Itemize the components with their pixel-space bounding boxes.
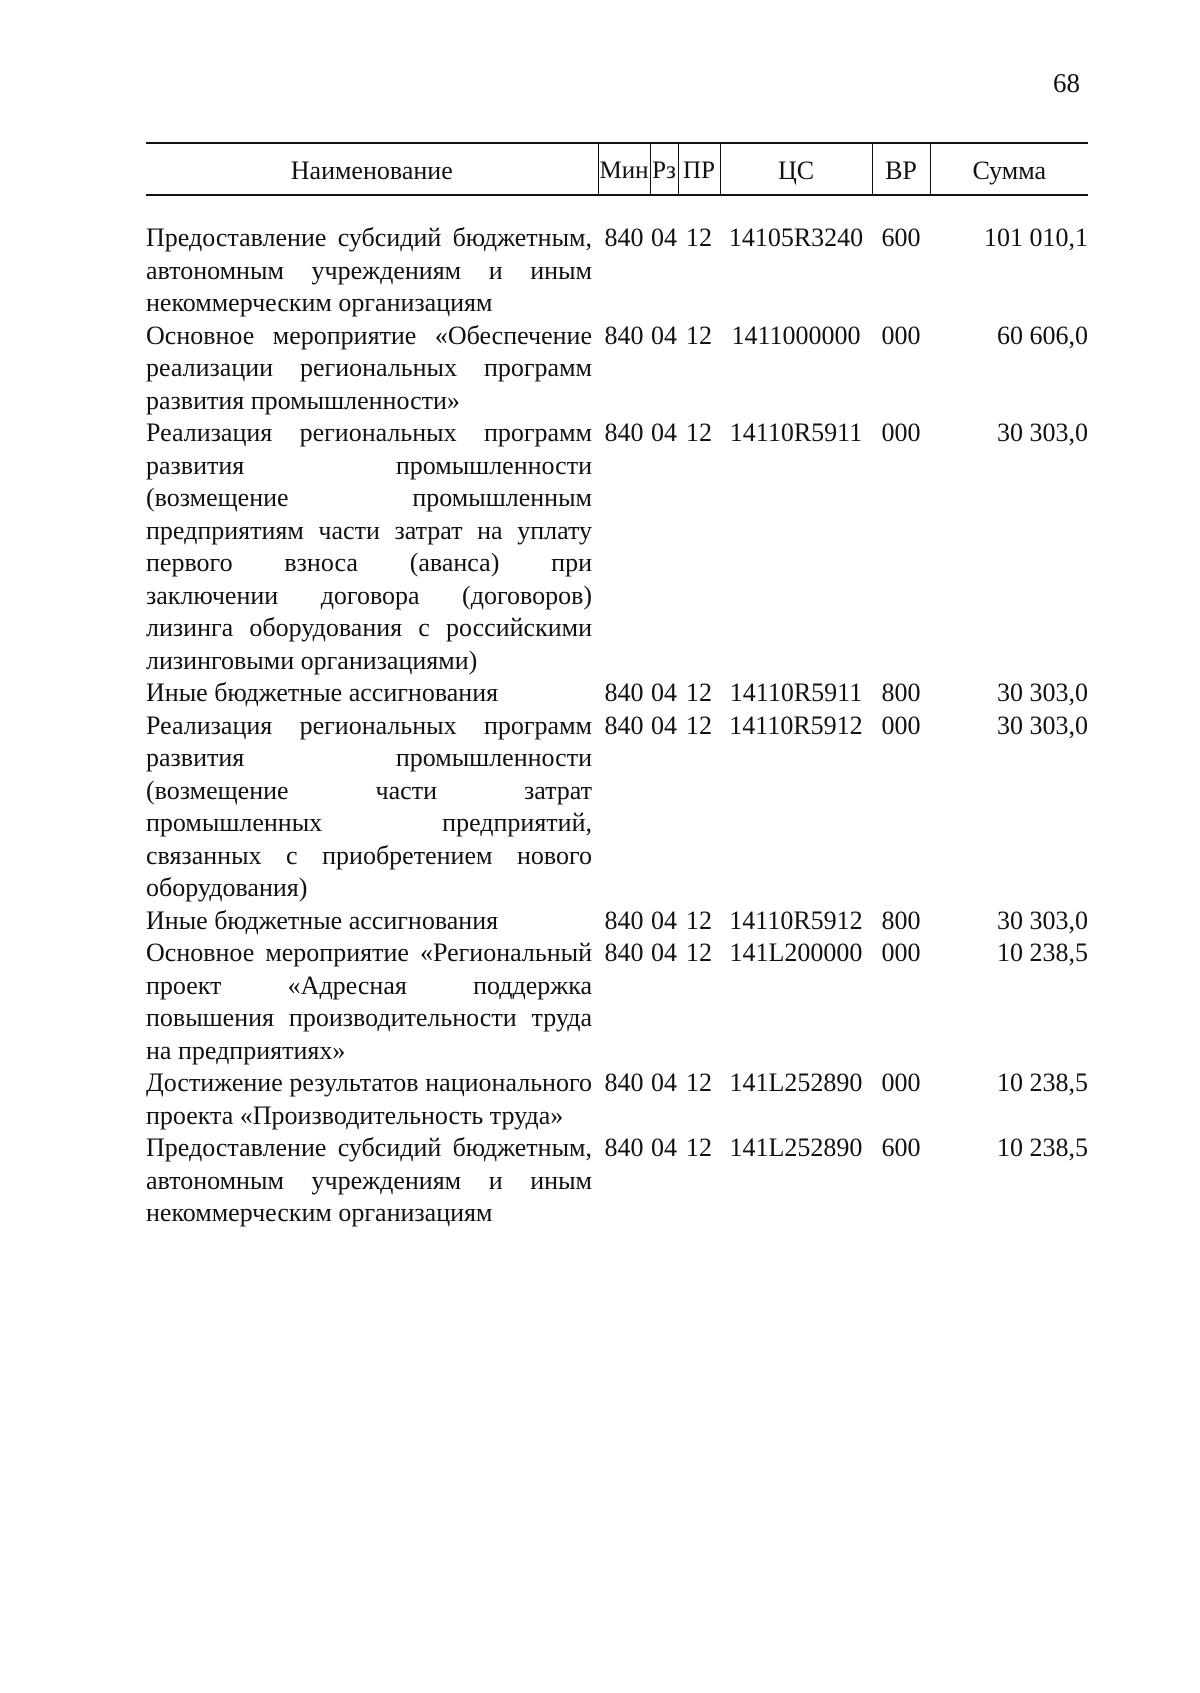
- row-cs: 14110R5911: [729, 418, 863, 447]
- row-min: 840: [604, 223, 644, 252]
- budget-table: [146, 142, 1088, 1230]
- row-cs: 14105R3240: [728, 223, 864, 252]
- row-vr: 800: [881, 905, 921, 935]
- header-pr: ПР: [678, 143, 720, 195]
- row-pr: 12: [686, 223, 712, 252]
- row-rz: 04: [651, 1133, 677, 1162]
- row-cs: 14110R5912: [729, 710, 863, 740]
- row-cs: 141L200000: [729, 938, 863, 967]
- row-pr: 12: [686, 678, 712, 707]
- header-min: Мин: [598, 143, 650, 195]
- row-vr: 600: [881, 223, 921, 252]
- row-cs: 14110R5911: [729, 678, 863, 707]
- row-min: 840: [604, 938, 644, 967]
- row-vr: 600: [881, 1133, 921, 1162]
- row-sum: 30 303,0: [997, 678, 1088, 707]
- row-vr: 000: [881, 710, 921, 740]
- row-rz: 04: [651, 223, 677, 252]
- row-pr: 12: [686, 1133, 712, 1162]
- row-min: 840: [604, 1068, 644, 1097]
- row-rz: 04: [651, 710, 677, 740]
- table-header: [146, 143, 1088, 195]
- table-body: [146, 195, 1088, 1230]
- row-vr: 000: [881, 938, 921, 967]
- header-cs: ЦС: [720, 143, 872, 195]
- row-name: Иные бюджетные ассигнования: [146, 678, 499, 707]
- row-vr: 000: [881, 418, 921, 447]
- row-sum: 10 238,5: [997, 1068, 1088, 1097]
- row-vr: 000: [881, 1068, 921, 1097]
- row-rz: 04: [651, 678, 677, 707]
- table-row: [146, 222, 1088, 320]
- page-number: 68: [1053, 68, 1080, 98]
- row-name: Реализация региональных программ развития промышленности (возмещение промышленным предприятиям части затрат на уплату первого взноса (аванса) при заключении договора (договоров) лизинга оборудования с российскими лизинговыми организациями): [146, 418, 592, 675]
- row-sum: 101 010,1: [984, 223, 1088, 252]
- header-sum: Сумма: [930, 143, 1088, 195]
- row-rz: 04: [651, 938, 677, 967]
- row-min: 840: [604, 320, 644, 350]
- row-vr: 800: [881, 678, 921, 707]
- row-sum: 10 238,5: [997, 938, 1088, 967]
- row-pr: 12: [686, 905, 712, 935]
- row-min: 840: [604, 710, 644, 740]
- row-name: Реализация региональных программ развития промышленности (возмещение части затрат промышленных предприятий, связанных с приобретением нового оборудования): [146, 710, 592, 902]
- row-pr: 12: [686, 938, 712, 967]
- table-row: [146, 677, 1088, 710]
- header-rz: Рз: [650, 143, 678, 195]
- table-row: [146, 320, 1088, 418]
- table-row: [146, 1132, 1088, 1230]
- row-sum: 30 303,0: [997, 710, 1088, 740]
- row-rz: 04: [651, 418, 677, 447]
- row-cs: 141L252890: [729, 1133, 863, 1162]
- row-rz: 04: [651, 905, 677, 935]
- row-pr: 12: [686, 320, 712, 350]
- row-cs: 141L252890: [729, 1068, 863, 1097]
- row-name: Предоставление субсидий бюджетным, автономным учреждениям и иным некоммерческим организациям: [146, 1133, 592, 1227]
- table-row: [146, 905, 1088, 938]
- row-rz: 04: [651, 320, 677, 350]
- row-name: Основное мероприятие «Обеспечение реализации региональных программ развития промышленности»: [146, 320, 592, 415]
- row-name: Предоставление субсидий бюджетным, автономным учреждениям и иным некоммерческим организациям: [146, 223, 592, 317]
- row-min: 840: [604, 418, 644, 447]
- row-sum: 30 303,0: [997, 905, 1088, 935]
- header-vr: ВР: [872, 143, 930, 195]
- table-row: [146, 1067, 1088, 1132]
- table-row: [146, 937, 1088, 1067]
- row-cs: 1411000000: [731, 320, 861, 350]
- row-pr: 12: [686, 710, 712, 740]
- row-min: 840: [604, 1133, 644, 1162]
- table-row: [146, 710, 1088, 905]
- header-spacer: [146, 195, 1088, 222]
- row-name: Основное мероприятие «Региональный проект «Адресная поддержка повышения производительности труда на предприятиях»: [146, 938, 592, 1065]
- row-sum: 30 303,0: [997, 418, 1088, 447]
- row-sum: 60 606,0: [997, 320, 1088, 350]
- row-name: Достижение результатов национального проекта «Производительность труда»: [146, 1068, 592, 1130]
- row-min: 840: [604, 905, 644, 935]
- row-pr: 12: [686, 1068, 712, 1097]
- row-vr: 000: [881, 320, 921, 350]
- row-rz: 04: [651, 1068, 677, 1097]
- table-row: [146, 417, 1088, 677]
- row-pr: 12: [686, 418, 712, 447]
- row-min: 840: [604, 678, 644, 707]
- row-name: Иные бюджетные ассигнования: [146, 905, 499, 935]
- row-sum: 10 238,5: [997, 1133, 1088, 1162]
- row-cs: 14110R5912: [729, 905, 863, 935]
- header-name: Наименование: [146, 143, 598, 195]
